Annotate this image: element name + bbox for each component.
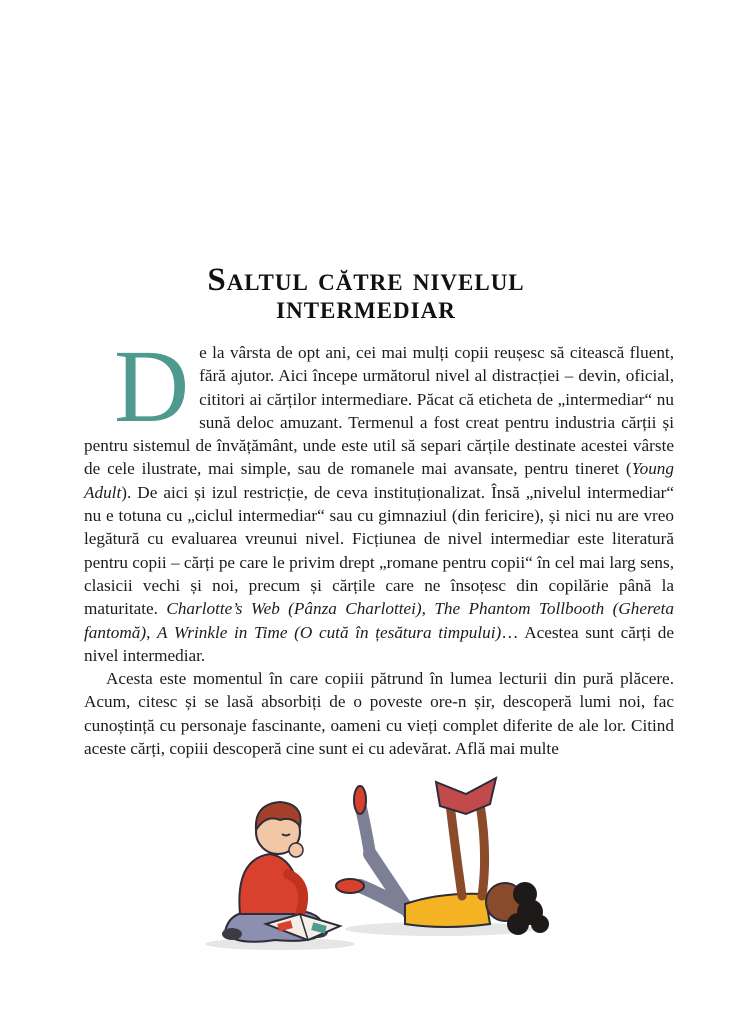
paragraph-1 [84,329,674,667]
paragraph-2: Acesta este momentul în care copiii pătrund în lumea lecturii din pură plăcere. Acum, citesc și se lasă absorbiți de o poveste ore-n șir, descoperă lumi noi, fac cunoștință cu personaje fascinante, oameni cu vieți complet diferite de ale lor. Citind aceste cărți, copiii descoperă cine sunt ei cu adevărat. Află mai multe [84,669,674,759]
p1-italic-phantom-tollbooth: The Phantom Tollbooth (Ghereta fantomă) [84,599,674,642]
p1-text-5: , [421,599,435,619]
chapter-title-line-1: Saltul către nivelul [207,262,525,299]
p1-text-9: … Acestea sunt cărți de nivel intermediar. [84,622,674,665]
boy-reading-figure [222,802,340,942]
chapter-title [0,262,732,327]
two-children-reading-icon [200,764,560,964]
drop-cap: D [114,329,190,444]
p1-italic-wrinkle-in-time: A Wrinkle in Time (O cută în țesătura timpului) [157,622,502,642]
p1-italic-charlottes-web: Charlotte’s Web (Pânza Charlottei) [166,599,422,619]
p1-text-1: e la vârsta de opt ani, cei mai mulți copii reușesc să citească fluent, fără ajutor. Aici începe următorul nivel al distracției – devin, oficial, cititori ai cărților intermediare. Păcat că eticheta de „intermediar“ nu sună deloc amuzant. Termenul a fost creat pentru industria cărții și pentru sistemul de învățământ, unde este util să separi cărțile destinate acestei vârste de cele ilustrate, mai simple, sau de romanele mai avansate, pentru tineret ( [84,343,674,479]
girl-reading-figure [336,778,549,935]
p1-text-7: , [146,622,158,642]
p1-text-3: ). De aici și izul restricție, de ceva instituționalizat. Însă „nivelul intermediar“ nu e totuna cu „ciclul intermediar“ sau cu gimnaziul (din fericire), și nici nu are vreo legătură cu evaluarea vreunui nivel. Ficțiunea de nivel intermediar este literatură pentru copii – cărți pe care le privim drept „romane pentru copii“ în cel mai larg sens, clasicii vechi și noi, precum și cărțile care ne însoțesc din copilărie până la maturitate. [84,482,674,619]
chapter-title-line-2: intermediar [276,290,456,327]
p1-italic-young-adult: Young Adult [84,459,674,502]
chapter-body [84,329,674,760]
